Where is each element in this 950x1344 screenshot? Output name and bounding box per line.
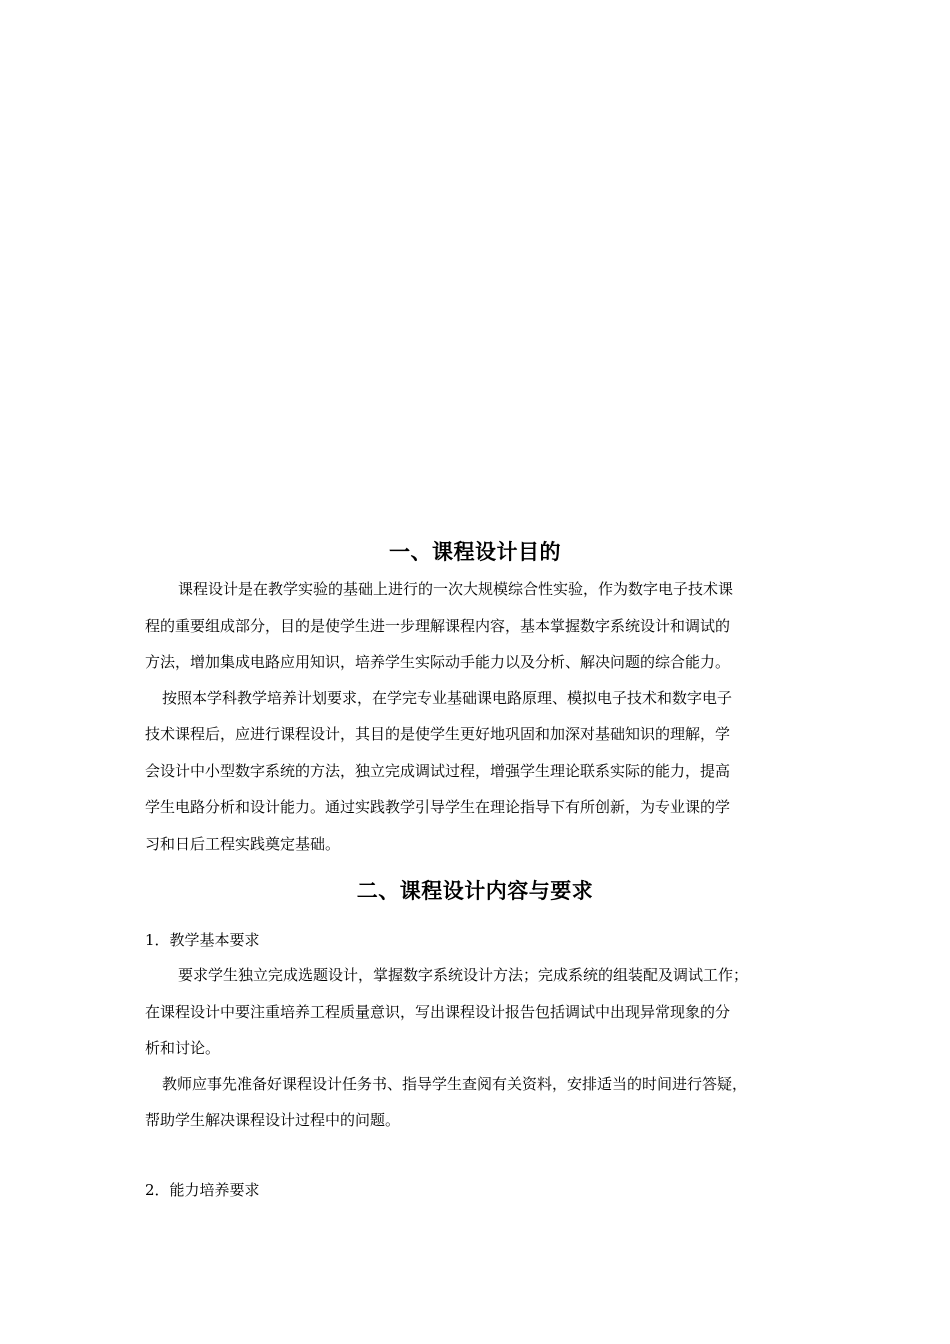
section-1-paragraph-line: 会设计中小型数字系统的方法，独立完成调试过程，增强学生理论联系实际的能力，提高: [145, 762, 731, 780]
section-2-heading: 二、课程设计内容与要求: [356, 879, 594, 903]
section-1-paragraph-line: 方法，增加集成电路应用知识，培养学生实际动手能力以及分析、解决问题的综合能力。: [145, 653, 731, 671]
section-1-heading: 一、课程设计目的: [389, 540, 561, 564]
item-1-label: 1．教学基本要求: [145, 931, 260, 949]
item-1-paragraph-line: 在课程设计中要注重培养工程质量意识，写出课程设计报告包括调试中出现异常现象的分: [145, 1003, 731, 1021]
section-1-paragraph-line: 按照本学科教学培养计划要求，在学完专业基础课电路原理、模拟电子技术和数字电子: [162, 689, 733, 707]
section-1-paragraph-line: 习和日后工程实践奠定基础。: [145, 835, 341, 853]
item-1-paragraph-line: 要求学生独立完成选题设计，掌握数字系统设计方法；完成系统的组装配及调试工作；: [178, 966, 749, 984]
item-1-paragraph-line: 析和讨论。: [145, 1039, 221, 1057]
section-1-paragraph-line: 程的重要组成部分，目的是使学生进一步理解课程内容，基本掌握数字系统设计和调试的: [145, 617, 731, 635]
section-1-paragraph-line: 学生电路分析和设计能力。通过实践教学引导学生在理论指导下有所创新，为专业课的学: [145, 798, 731, 816]
section-1-paragraph-line: 课程设计是在教学实验的基础上进行的一次大规模综合性实验，作为数字电子技术课: [178, 580, 734, 598]
item-1-paragraph-line: 教师应事先准备好课程设计任务书、指导学生查阅有关资料，安排适当的时间进行答疑，: [162, 1075, 748, 1093]
item-1-paragraph-line: 帮助学生解决课程设计过程中的问题。: [145, 1111, 401, 1129]
section-1-paragraph-line: 技术课程后，应进行课程设计，其目的是使学生更好地巩固和加深对基础知识的理解，学: [145, 725, 731, 743]
item-2-label: 2．能力培养要求: [145, 1181, 260, 1199]
